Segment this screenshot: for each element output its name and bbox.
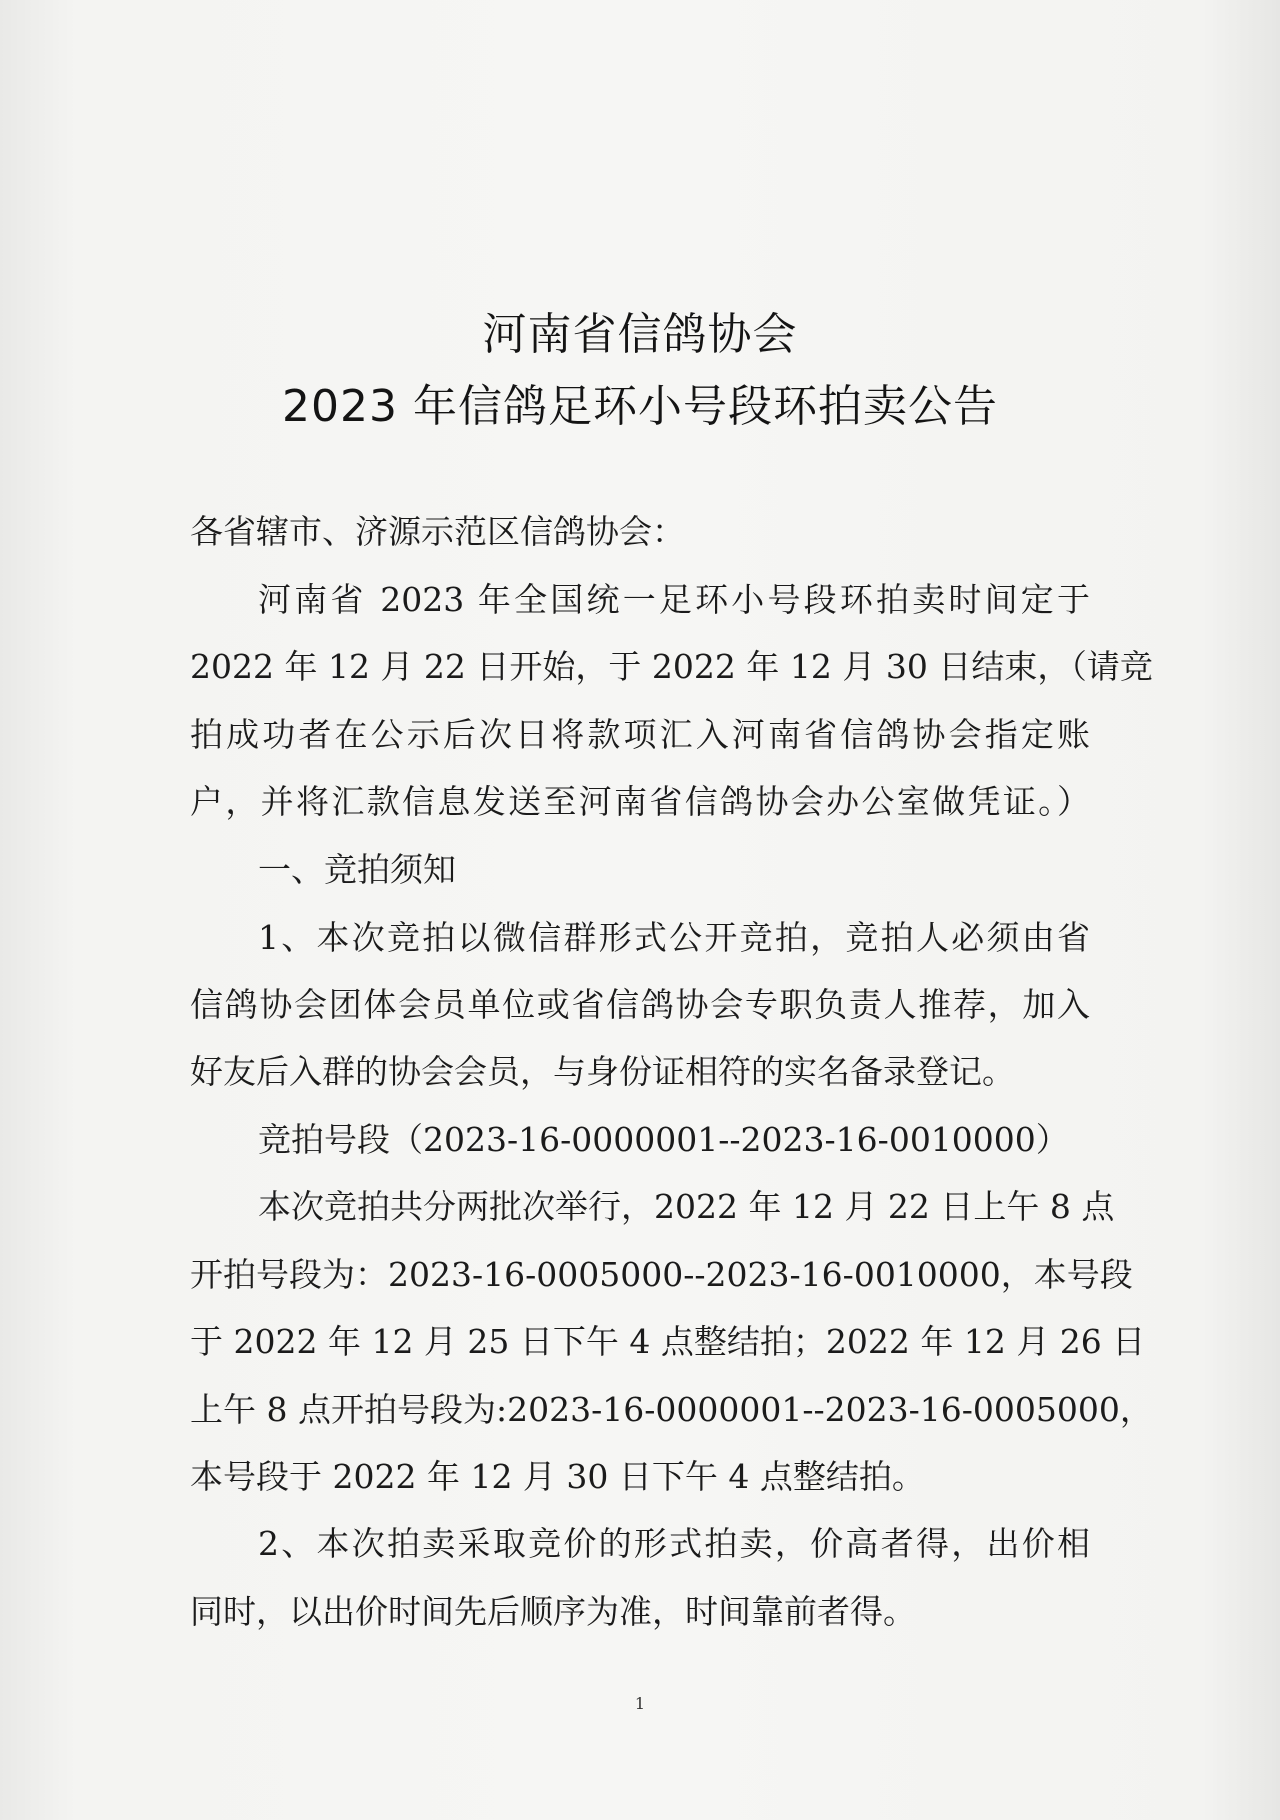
batches-line-1: 本次竞拍共分两批次举行，2022 年 12 月 22 日上午 8 点 bbox=[258, 1187, 1115, 1226]
page-number: 1 bbox=[634, 1694, 646, 1713]
paragraph-1-line-1: 河南省 2023 年全国统一足环小号段环拍卖时间定于 bbox=[258, 580, 1090, 619]
section-1-heading: 一、竞拍须知 bbox=[258, 850, 456, 889]
document-title-line-1: 河南省信鸽协会 bbox=[482, 309, 798, 360]
item-1-line-2: 信鸽协会团体会员单位或省信鸽协会专职负责人推荐，加入 bbox=[190, 985, 1090, 1024]
document-title-line-2: 2023 年信鸽足环小号段环拍卖公告 bbox=[282, 381, 998, 432]
item-1-line-3: 好友后入群的协会会员，与身份证相符的实名备录登记。 bbox=[190, 1052, 1015, 1091]
auction-range-line: 竞拍号段（2023-16-0000001--2023-16-0010000） bbox=[258, 1120, 1069, 1159]
batches-line-2: 开拍号段为：2023-16-0005000--2023-16-0010000，本号段 bbox=[190, 1255, 1133, 1294]
salutation: 各省辖市、济源示范区信鸽协会： bbox=[190, 512, 685, 551]
item-2-line-1: 2、本次拍卖采取竞价的形式拍卖，价高者得，出价相 bbox=[258, 1524, 1090, 1563]
paragraph-1-line-4: 户，并将汇款信息发送至河南省信鸽协会办公室做凭证。） bbox=[190, 782, 1090, 821]
item-1-line-1: 1、本次竞拍以微信群形式公开竞拍，竞拍人必须由省 bbox=[258, 918, 1090, 957]
paragraph-1-line-2: 2022 年 12 月 22 日开始，于 2022 年 12 月 30 日结束，（请竞 bbox=[190, 647, 1153, 686]
batches-line-4: 上午 8 点开拍号段为:2023-16-0000001--2023-16-0005000， bbox=[190, 1390, 1153, 1429]
item-2-line-2: 同时，以出价时间先后顺序为准，时间靠前者得。 bbox=[190, 1592, 916, 1631]
paragraph-1-line-3: 拍成功者在公示后次日将款项汇入河南省信鸽协会指定账 bbox=[190, 715, 1090, 754]
batches-line-3: 于 2022 年 12 月 25 日下午 4 点整结拍；2022 年 12 月 26 日 bbox=[190, 1322, 1146, 1361]
batches-line-5: 本号段于 2022 年 12 月 30 日下午 4 点整结拍。 bbox=[190, 1457, 925, 1496]
